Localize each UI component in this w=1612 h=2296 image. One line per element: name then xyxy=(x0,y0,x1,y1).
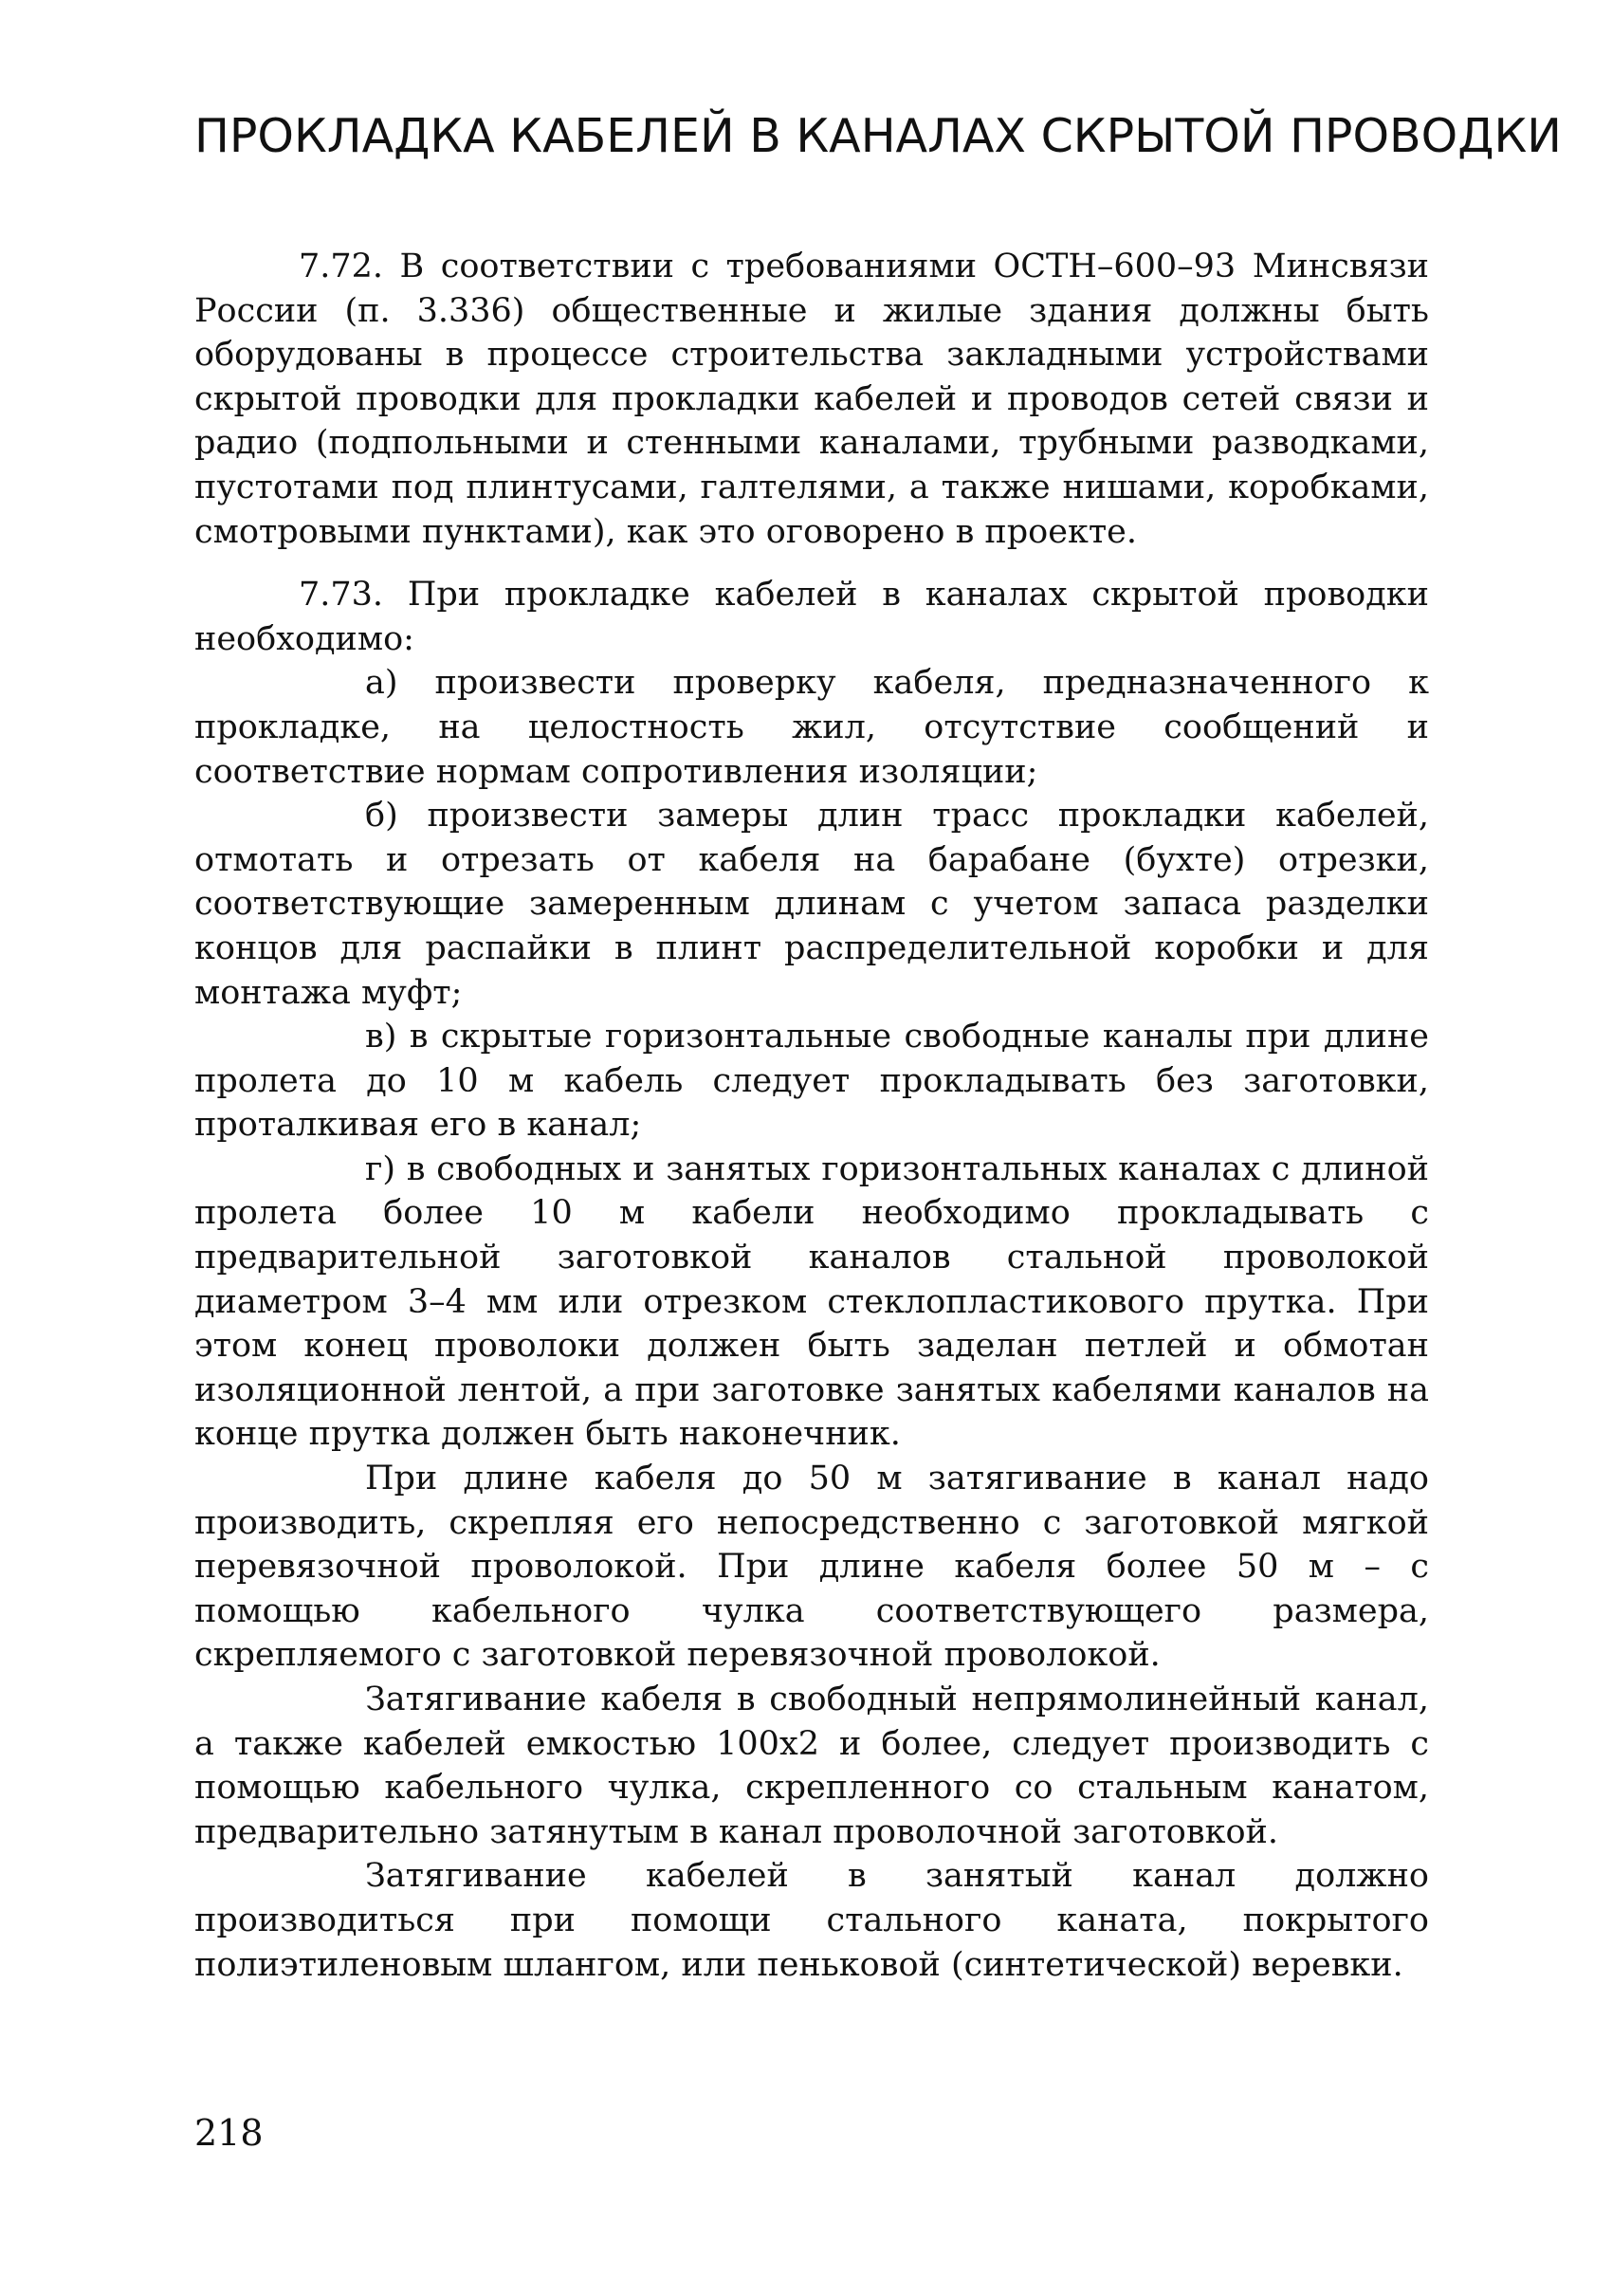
list-item-a: а) произвести проверку кабеля, предназначенного к прокладке, на целостность жил, отсутствие сообщений и соответствие нормам сопротивления изоляции; xyxy=(194,664,1429,791)
paragraph-busy-channel: Затягивание кабелей в занятый канал должно производиться при помощи стального каната, покрытого полиэтиленовым шлангом, или пеньковой (синтетической) веревки. xyxy=(194,1857,1429,1984)
list-item-g: г) в свободных и занятых горизонтальных каналах с длиной пролета более 10 м кабели необходимо прокладывать с предварительной заготовкой каналов стальной проволокой диаметром 3–4 мм или отрезком стеклопластикового прутка. При этом конец проволоки должен быть заделан петлей и обмотан изоляционной лентой, а при заготовке занятых кабелями каналов на конце прутка должен быть наконечник. xyxy=(194,1149,1429,1454)
body-text xyxy=(194,245,1429,1987)
section-heading: ПРОКЛАДКА КАБЕЛЕЙ В КАНАЛАХ СКРЫТОЙ ПРОВОДКИ xyxy=(194,109,1562,163)
paragraph-cable-length: При длине кабеля до 50 м затягивание в канал надо производить, скрепляя его непосредственно с заготовкой мягкой перевязочной проволокой. При длине кабеля более 50 м – с помощью кабельного чулка соответствующего размера, скрепляемого с заготовкой перевязочной проволокой. xyxy=(194,1460,1429,1675)
paragraph-free-channel: Затягивание кабеля в свободный непрямолинейный канал, а также кабелей емкостью 100х2 и более, следует производить с помощью кабельного чулка, скрепленного со стальным канатом, предварительно затянутым в канал проволочной заготовкой. xyxy=(194,1681,1429,1851)
page-number: 218 xyxy=(194,2112,264,2154)
paragraph-7-73: 7.73. При прокладке кабелей в каналах скрытой проводки необходимо: xyxy=(194,576,1429,658)
paragraph-7-72: 7.72. В соответствии с требованиями ОСТН–600–93 Минсвязи России (п. 3.336) общественные и жилые здания должны быть оборудованы в процессе строительства закладными устройствами скрытой проводки для прокладки кабелей и проводов сетей связи и радио (подпольными и стенными каналами, трубными разводками, пустотами под плинтусами, галтелями, а также нишами, коробками, смотровыми пунктами), как это оговорено в проекте. xyxy=(194,248,1429,551)
list-item-v: в) в скрытые горизонтальные свободные каналы при длине пролета до 10 м кабель следует прокладывать без заготовки, проталкивая его в канал; xyxy=(194,1018,1429,1145)
list-item-b: б) произвести замеры длин трасс прокладки кабелей, отмотать и отрезать от кабеля на барабане (бухте) отрезки, соответствующие замеренным длинам с учетом запаса разделки концов для распайки в плинт распределительной коробки и для монтажа муфт; xyxy=(194,797,1429,1012)
